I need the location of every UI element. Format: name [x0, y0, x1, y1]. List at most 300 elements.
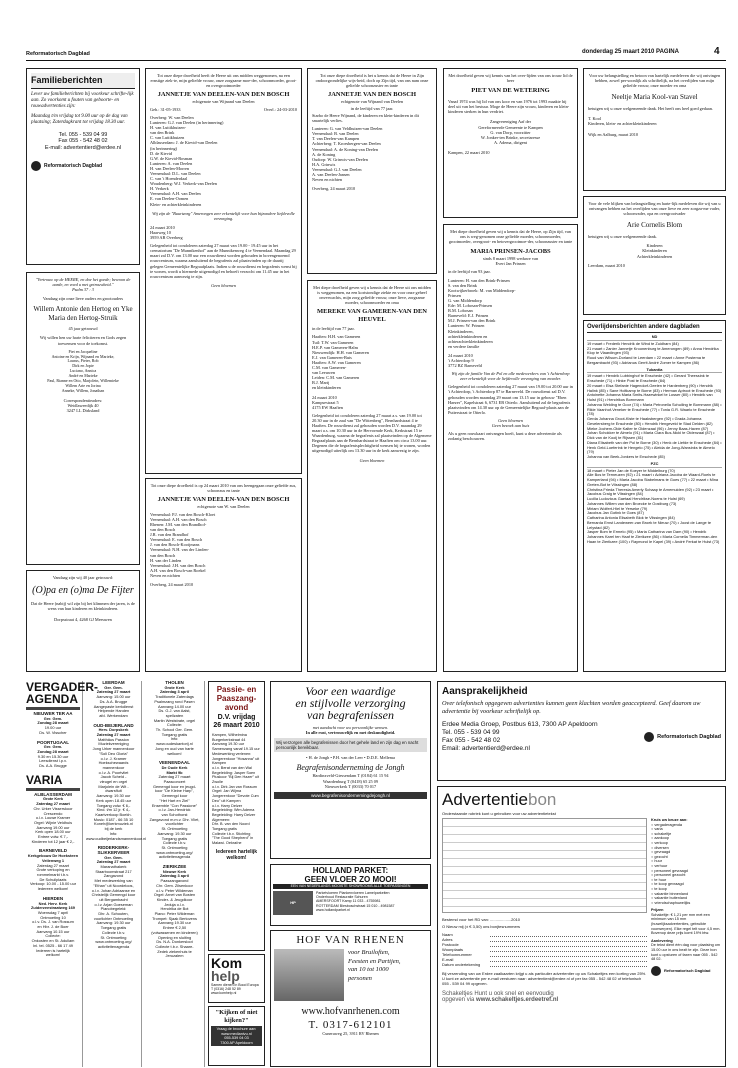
- aans-addr: Erdee Media Groep, Postbus 613, 7300 AP Apeldoorn: [442, 721, 598, 728]
- a1-family-line: Veenendaal: D.L. van Deelen: [150, 171, 201, 176]
- a1-family-line: D. de Kievid: [150, 150, 173, 156]
- ov-item: 19 maart • Frederik Hendrik de Wind te Zuidharn (84): [587, 340, 679, 346]
- bon-field-input[interactable]: [490, 962, 647, 967]
- agenda-d: Zaterdag 27 maart: [96, 732, 131, 738]
- a5-text: Vanaf 1974 was hij lid van ons koor en van 1976 tot 1993 maakte hij deel uit van het bestuur. Moge de Heere zijn vrouw, kinderen en klein-kinderen sterken in hun verdriet.: [448, 99, 570, 115]
- a2-family-list: [150, 512, 297, 578]
- ov-item: Miriam Wolfert-Hiel te Yerseke (79): [587, 505, 648, 511]
- a1-addr-line: 3959 AB Overberg: [150, 235, 183, 241]
- page-header: [0, 0, 738, 62]
- agenda-line: 19.00 uur: [44, 725, 62, 731]
- uitv-web[interactable]: www.begrafenisondernemingdejongh.nl: [274, 792, 427, 799]
- aans-tel: Tel. 055 - 539 04 99: [442, 729, 500, 736]
- agenda-blocks-2: [26, 793, 80, 958]
- uitv-addr-2: Waardenburg T (0418) 65 25 09: [322, 778, 379, 784]
- a2-family-line: Neven en nichten: [150, 572, 181, 578]
- a2-family-line: J. van den Bosch-Kooijmans: [150, 542, 200, 548]
- agenda-line: Dhr. A. Schouten,: [98, 911, 129, 917]
- agenda-line: Marjolein de Wit -: [98, 783, 129, 789]
- a8-family-line: S. van den Brink: [448, 282, 477, 288]
- aans-logo-text: Reformatorisch Dagblad: [657, 734, 721, 740]
- fam-lead: Lever uw familieberichten bij voorkeur schrifte-lijk aan. Zo voorkomt u fouten van geboorte- en rouwadvertenties zijn:: [31, 92, 134, 109]
- bon-rubric-label: huur: [654, 859, 662, 864]
- ov-sections: [587, 335, 722, 545]
- agenda-line: uit Bergambacht: [99, 896, 128, 902]
- agenda-line: Jong Urker mannenkoor: [92, 746, 135, 752]
- agenda-line: Collecte:: [166, 722, 183, 728]
- a8-family-line: M.J. Prinsen-van den Brink: [448, 318, 496, 324]
- agenda-line: Aanvang 19.00 uur: [36, 824, 70, 830]
- agenda-line: Kind. t/m 12 jr. € 4,-: [96, 807, 131, 813]
- ov-item: 21 maart • Zanier Jannetje Kroonenburg te Amerongen (89) • Anna Hendrika Klop te Vlaardingen (93): [587, 345, 719, 356]
- agenda-line: Chr. Gem. Zilsenkoor: [156, 882, 193, 888]
- agenda-block: [86, 681, 141, 719]
- rh-building-image: [274, 949, 344, 1001]
- k1-child-line: Luciano, Annica: [69, 368, 97, 374]
- agenda-line: Iedereen welkom!: [37, 886, 69, 892]
- passie-line: Begeleiding: Wim Adema: [212, 808, 255, 813]
- agenda-line: welkom!: [45, 952, 61, 958]
- agenda-line: o.l.v. Peter Wildeman: [156, 887, 193, 893]
- a3-family-line: T. van Deelen-van Kampen: [312, 136, 360, 142]
- agenda-h: OUD-BEIJERLAND: [93, 722, 134, 728]
- bon-rubric-label: personeel gevraagd: [654, 868, 688, 873]
- a7-intro: Voor de vele blijken van belangstelling en harte-lijk medeleven die wij van u ontvangen hebben na het overlijden van onze lieve en zeer zorgza-me vader, schoonvader, opa en overgrootvader: [588, 201, 721, 217]
- k1-text: Wij willen hen uw harte feliciteren en Gods zegen toewensen voor de toekomst.: [39, 335, 127, 346]
- kijk-web[interactable]: www.medianivu.nl: [221, 1031, 252, 1036]
- passie-line: Samenzang vanaf 19.15 uur: [212, 747, 260, 752]
- a2-name: JANNETJE VAN DEELEN-VAN DEN BOSCH: [157, 496, 290, 504]
- agenda-line: Jong en oud van harte: [155, 745, 194, 751]
- a1-family-line: Overberg: W. van Deelen: [150, 114, 194, 120]
- agenda-h: HIERDEN: [42, 895, 64, 901]
- agenda-line: Th. School Ger. Gem.: [155, 727, 194, 733]
- jubileum-advertentie-1: [26, 272, 140, 565]
- rh-line: personen: [348, 974, 372, 982]
- bon-text-grid[interactable]: [442, 818, 647, 913]
- agenda-d: Zaterdag 3 april: [160, 689, 189, 695]
- radio-icon[interactable]: ○: [651, 845, 655, 850]
- a4-addr-line: 24 maart 2010: [312, 394, 337, 400]
- k1-address: [31, 398, 135, 413]
- a8-sub2: Evert Jan Prinsen: [495, 261, 526, 267]
- agenda-line: St. Ontmoeting: [100, 934, 127, 940]
- k1-ref: Psalm 37 : 3: [72, 287, 94, 293]
- a2-sub: echtgenote van W. van Deelen: [197, 503, 250, 509]
- kom-web[interactable]: www.komhelp.nl: [211, 991, 237, 995]
- a1-addr-line: 24 maart 2010: [150, 224, 175, 230]
- agenda-block: [26, 793, 80, 845]
- bon-field-label: Telefoonnummer: [442, 952, 472, 957]
- kom-tel: T (0316) 248 52 89: [211, 987, 241, 991]
- k1-child-line: André en Marieke: [68, 373, 98, 379]
- fam-deadline: Maandag t/m vrijdag tot 9.00 uur op de dag van plaatsing; Zaterdagkrant tot vrijdag 18.30 uur.: [31, 114, 128, 125]
- radio-icon[interactable]: ○: [651, 822, 655, 827]
- rouw-advertentie-2: [145, 478, 302, 672]
- agenda-line: www.ontmoeting.org/: [95, 939, 132, 945]
- a2-intro: Tot onze diepe droefheid is op 24 maart 2010 van ons heengegaan onze geliefde zus, schoonzus en tante: [150, 483, 297, 494]
- k1-verse: "Vertrouw op de HEERE, en doe het goede; bewoon de aarde, en voed u met getrouwheid.": [35, 277, 131, 288]
- agenda-line: Entree volw. € 7,-: [37, 834, 69, 840]
- jubileum-advertentie-2: [26, 570, 140, 672]
- bon-foot: Bij verzending van uw Erdee zaalkaarten krijgt u als particulier advertentier op uw Schakeltjes een korting van 25%. U kunt ze advertentie per e-mail versturen naar: advertentierd@erdee.nl of per fax 055 - 542 48 02 of telefonisch 055 - 539 04 99 opgeven.: [442, 971, 647, 986]
- agenda-h: THOLEN: [165, 680, 184, 685]
- ov-item: Lucilia Ludovicus Gaetaal Hendrikse-Noens te Hulst (69): [587, 496, 685, 501]
- ov-item: Johan Schokker te Almelo (91) • Maria Clara Bus-Nickl te Oldenzaal (87) • Dick van de Kooij te Rijssen (81): [587, 430, 715, 440]
- a2-family-line: Veenendaal: A.H. van den Bosch: [150, 516, 207, 522]
- a4-family-line: van Leeuwen: [312, 370, 336, 376]
- ov-item: Johannes Willem van den Broecke te Oostburg (73): [587, 500, 677, 506]
- bon-rubric-label: vriendschaphuwelijks: [654, 900, 691, 905]
- a5-signee: A. Adema, dirigent: [494, 139, 527, 145]
- bon-field-label: Woonplaats: [442, 947, 464, 952]
- dank-advertentie-2: [583, 196, 726, 315]
- radio-icon[interactable]: ○: [651, 854, 655, 859]
- agenda-d: Zaterdag 27 maart: [96, 859, 131, 865]
- agenda-line: Kerk open 18.45 uur: [95, 797, 132, 803]
- a1-quote: Wij zijn de "Buurtzorg" Amerongen zeer erkentelijk voor hun bijzondere liefdevolle verzorging.: [152, 210, 295, 221]
- kom-sub: Samen dienen in Bood Europa: [211, 983, 259, 987]
- ov-item: Bernarda Ernst Landeweer-van Broek te Nieuw (70) • Joost de Lange te Lelystad (82): [587, 519, 711, 530]
- agenda-line: www.ontmoeting.org/: [156, 849, 193, 855]
- agenda-line: (volwassenen en kinderen): [151, 929, 198, 935]
- aans-email[interactable]: Email: advertentierd@erdee.nl: [442, 745, 530, 752]
- agenda-d: Zaterdag 27 maart: [96, 689, 131, 695]
- hp-line: Parketvloeren Plankenvloeren Lamelparkeiten: [316, 890, 390, 895]
- agenda-line: o.l.v. Arjan Goeseman: [94, 901, 133, 907]
- ov-item: Antoinette Johanna Maria Smits-Hazewinkel te Losser (80) • Hendrik van Hulst (91) • Hendrikus Bornmann: [587, 392, 713, 402]
- agenda-line: welkom!: [167, 750, 182, 756]
- agenda-line: o.l.v. Ds. J. van Rossum: [32, 919, 74, 925]
- a8-family-line: Barneveld: E.J. Prinsen: [448, 313, 489, 319]
- a5-name: PIET VAN DE WETERING: [471, 87, 550, 95]
- fam-logo-text: Reformatorisch Dagblad: [44, 163, 103, 170]
- a8-family-line: Kleinkinderen,: [448, 328, 474, 334]
- page-number: 4: [714, 46, 720, 57]
- agenda-line: Hendrika de Bot: [160, 906, 189, 912]
- a1-family-line: van den Brink: [150, 130, 175, 136]
- radio-icon[interactable]: ○: [651, 859, 655, 864]
- rd-logo-icon: [651, 966, 661, 976]
- a3-name: JANNETJE VAN DEN BOSCH: [327, 91, 417, 99]
- uitv-sub-1: met aandacht voor uw persoonlijke wensen.: [312, 725, 389, 730]
- radio-icon[interactable]: ○: [651, 827, 655, 832]
- ov-item: 20 maart • Elsa Stefanie Hagendorf-Geelen te Hardenberg (90) • Hendrik Halink (85) • Sane Holtkamp te Borne (83) • Herman Aptroot te Enschede (93): [587, 382, 722, 393]
- a3-family-line: Neven en nichten: [312, 177, 343, 183]
- agenda-line: Opening en sluiting: [157, 934, 192, 940]
- a4-family-line: H.E.P. van Gameren-Halm: [312, 344, 358, 350]
- agenda-line: Orgel: Wijnie Veldhuis: [33, 819, 73, 825]
- a3-family-line: Veenendaal: G.J. van Deelen: [312, 166, 362, 172]
- radio-icon[interactable]: ○: [651, 850, 655, 855]
- a1-family-line: Veenendaal: A.H. van Deelen: [150, 191, 201, 197]
- a2-family-line: Veenendaal: N.H. van der Linden-: [150, 547, 209, 553]
- fam-title: Familieberichten: [31, 73, 135, 89]
- agenda-line: Koneh@kerkmuziek.nl: [94, 821, 133, 827]
- passie-line: Aanvang 19.30 uur: [212, 742, 245, 747]
- bon-field-label: Postcode: [442, 942, 459, 947]
- agenda-line: "Soli Deo Gloria": [99, 750, 128, 756]
- agenda-block: [26, 741, 80, 769]
- agenda-line: Paasconcert: [163, 779, 186, 785]
- a1-born: Geb.: 31-05-1933: [150, 106, 181, 112]
- agenda-h: NIEUWER TER AA: [33, 711, 73, 716]
- rouw-advertentie-6: [443, 224, 578, 672]
- a3-family-line: Achterberg: T. Kroesbergen-van Deelen: [312, 141, 381, 147]
- k1-child-line: Willem Arie en Jorina: [65, 383, 101, 388]
- ov-item: 18 maart • Pieter Jan de Koeyer te Middelburg (70): [587, 467, 675, 473]
- agenda-line: dwarsfluit: [105, 788, 122, 794]
- agenda-s: Grote Kerk: [164, 684, 185, 690]
- rh-title: HOF VAN RHENEN: [296, 934, 405, 946]
- a2-place: Overberg, 24 maart 2010: [150, 582, 194, 587]
- a6-text: betuigen wij u onze welgemeende dank. Het heeft ons heel goed gedaan.: [588, 106, 713, 112]
- k1-child-line: Paul, Rianne en Otto, Marjolein, Willemieke: [47, 378, 119, 384]
- fam-email[interactable]: E-mail: advertentierd@erdee.nl: [44, 144, 122, 151]
- bon-prijs: Schakeltje: € 1,21 per mm met een minimum van 15 mm (huwelijksadvertenties, gebruikte voorwerpen). Elke regel telt voor 4,5 mm. Bovenop deze prijs komt 19% btw.: [651, 912, 721, 936]
- a8-sign2: Geen bezoek aan huis: [491, 423, 530, 428]
- bon-b1: Bestemd voor het RD van: ...................2010: [442, 917, 521, 922]
- agenda-line: www.oudbeijerlandsmannenkoor.nl: [86, 835, 147, 841]
- issue-date: [582, 49, 679, 55]
- rh-tel: T. 0317-612101: [308, 1019, 393, 1031]
- agenda-line: Collecte t.b.v. Shaare-: [155, 943, 194, 949]
- radio-icon[interactable]: ○: [651, 863, 655, 868]
- a1-family-line: Lunteren: A. van Deelen: [150, 160, 193, 166]
- passie-line: Toegang gratis: [212, 827, 237, 832]
- bon-title-1: Advertentie: [442, 790, 528, 809]
- a4-intro: Met diepe droefheid geven wij u kennis dat de Heere uit ons midden is weggenomen, na een kortstondige ziekte en voor onze geheel onverwachts, mijn zorg geliefde vrouw, onze lieve, zorgzame moeder, schoonmoeder en oma: [313, 285, 431, 306]
- a1-intro: Tot onze diepe droefheid heeft de Heere uit ons midden weggenomen, na een ernstige ziek-te, mijn geliefde vrouw, onze zorgzame moe-der, schoonmoeder, groot- en overgrootmoeder: [150, 73, 297, 89]
- a2-family-line: Veenendaal: J.H. van den Bosch: [150, 562, 206, 568]
- radio-icon[interactable]: ○: [651, 882, 655, 887]
- bon-rubrics: [651, 823, 721, 906]
- uitv-sub-2: In alle rust, vertrouwelijk en met deskundigheid.: [305, 730, 396, 736]
- agenda-line: Jeduja o.l.v.: [164, 901, 185, 907]
- agenda-d: Zondag 28 maart: [37, 720, 69, 726]
- agenda-line: Aangepaste kerkdienst: [93, 703, 134, 709]
- agenda-line: Ds. A.A. Brugge: [99, 698, 128, 704]
- hp-logo-icon: HP: [273, 891, 313, 915]
- agenda-line: "Het Hart en Ziel": [159, 797, 190, 803]
- uitv-title-3: van begrafenissen: [307, 708, 394, 722]
- a5-signee: Zangvereniging Aaf der: [489, 119, 532, 125]
- a8-family-line: Lunteren: H. van den Brink-Prinsen: [448, 277, 510, 283]
- agenda-line: Helpende Handen: [97, 708, 130, 714]
- a2-family-line: Veenendaal: E. van den Bosch: [150, 537, 203, 543]
- a1-sign: Geen bloemen: [211, 282, 236, 288]
- agenda-line: Orgel: Arnet van Bosten: [153, 892, 196, 898]
- a8-family-line: G. van Middendorp: [448, 297, 482, 303]
- agenda-line: Jacob Scheld -: [100, 774, 127, 780]
- a1-addr-line: Haarweg 10: [150, 229, 171, 235]
- agenda-line: Inl. tel. 0525 - 66 17 49: [33, 942, 73, 948]
- a1-sub: echtgenote van Wijnand van Deelen: [192, 98, 255, 104]
- k1-children: [31, 350, 135, 394]
- uitv-title-1: Voor een waardige: [305, 684, 396, 698]
- agenda-line: Verkoop: 10.00 - 15.00 uur: [29, 881, 77, 887]
- vergader-agenda-col-1: [26, 680, 99, 1067]
- agenda-line: Woensdag 7 april: [37, 909, 69, 915]
- agenda-line: Grote verkoping en: [36, 867, 70, 873]
- agenda-line: Paaszangavond: [160, 878, 189, 884]
- ov-title: Overlijdensberichten andere dagbladen: [587, 324, 722, 333]
- ov-item: Johanna Welding te Goor (74) • Maria Petronella Schuiling te Bornmann (88) • Rikie Vaanhof-Veneker te Enschede (77) • Tonia G.R. Waarlo te Enschede (78): [587, 401, 722, 417]
- a7-signee: Kleinkinderen: [642, 248, 667, 254]
- a3-family-line: Veenendaal: B. van Deelen: [312, 131, 359, 137]
- agenda-rule: [26, 707, 80, 710]
- agenda-h: ALBLASSERDAM: [34, 791, 72, 797]
- aans-text: Over telefonisch opgegeven advertenties kunnen geen klachten worden geaccepteerd. Geef daarom uw advertentie bij voorkeur schriftelijk op.: [442, 700, 701, 715]
- ov-item: Diana Elisabeth van der Pol te Borne (30) • Henk de Liefde te Enschede (84) • Henk Geld-Loeferink te Hengelo (75) • Aleida de Jong-Wansinks te Almelo (79): [587, 439, 722, 455]
- a1-address: [150, 225, 297, 240]
- agenda-s: Nieuwe Kerk: [162, 868, 187, 874]
- passie-line: o.l.v. Dirk Jan van Rossum: [212, 784, 257, 789]
- agenda-line: St. Ontmoeting: [161, 826, 188, 832]
- a5-signee: G. van Dorp, voorzitter: [490, 129, 531, 135]
- k2-address: Dorpsstraat 4, 4268 GJ Meeuwen: [54, 617, 112, 623]
- passie-line: Medewerking verlenen:: [212, 751, 252, 756]
- a8-addr-line: 3772 BZ Barneveld: [448, 363, 482, 369]
- radio-icon[interactable]: ○: [651, 836, 655, 841]
- hp-title-2: GEEN VLOER ZO MOOI!: [304, 875, 397, 884]
- hp-web[interactable]: www.hollandparket.nl: [316, 908, 350, 913]
- k1-child-line: Antoine en Krijn, Wijnand en Marieke,: [51, 353, 115, 359]
- a8-text: Gelegenheid tot condoleren zaterdag 27 maart van 19.00 tot 20.00 uur in 't Achterdorp, 't Achterdorp 87 te Barneveld. De rouwdienst zal D.V. gehouden worden maandag 29 maart om 13.15 uur in gebouw "Eben Haezer", Kapelstraat 6, 6731 EB Otterlo. Aansluitend zal de begrafenis plaatsvinden om 14.30 uur op de Gemeentelijke Begraaf-plaats aan de Putterstraat te Otterlo.: [448, 384, 573, 415]
- rouw-advertentie-5: [443, 68, 578, 218]
- bon-field-label: Naam: [442, 932, 453, 937]
- agenda-line: De Schuilplaats: [39, 876, 67, 882]
- agenda-line: Maranathakerk: [100, 864, 127, 870]
- agenda-block: [145, 761, 204, 860]
- header-rule: [26, 60, 726, 61]
- agenda-title: VERGADER-AGENDA: [26, 680, 99, 706]
- radio-icon[interactable]: ○: [651, 831, 655, 836]
- passie-title-1: Passie- en: [216, 685, 257, 694]
- agenda-h: POORTUGAAL: [37, 739, 69, 745]
- agenda-d: Zaterdag 3 april: [160, 873, 189, 879]
- kijken-advertentie: [208, 1006, 265, 1066]
- agenda-line: o.l.v. Jan-Hendrick: [158, 807, 191, 813]
- bon-field-label: Adres: [442, 937, 453, 942]
- a4-family-line: E.J. van Gameren-Buis: [312, 354, 352, 360]
- agenda-line: Staarboomstraat 217: [95, 868, 132, 874]
- radio-icon[interactable]: ○: [651, 873, 655, 878]
- bon-s3[interactable]: www.schakeltjes.erdeetref.nl: [476, 997, 559, 1003]
- k1-intro: Vandaag zijn onze lieve ouders en grootouders: [42, 296, 124, 302]
- bon-rubric-label: te koop gevraagd: [654, 882, 684, 887]
- bon-fields: [442, 932, 647, 967]
- agenda-line: Piano: Peter Wildeman: [154, 911, 195, 917]
- vergader-agenda-col-3: [145, 681, 205, 1067]
- agenda-line: Ds. A.A. Brugge: [39, 763, 67, 769]
- agenda-line: Music: 0187 - 66 35 10: [93, 816, 134, 822]
- radio-icon[interactable]: ○: [651, 868, 655, 873]
- a4-text: Gelegenheid tot condoleren zaterdag 27 maart a.s. van 19.00 tot 20.30 uur in de zaal van "De Wittenberg", Bernhardstraat 4 te Haaften. De rouwdienst zal gehouden worden D.V. maandag 29 maart a.s. om 10.30 uur in de Hervormde Kerk, Kerkstraat 15 te Waardenburg, waarna de begrafenis zal plaatsvinden op de Algemene Begraafplaats aan de Bernhardstraat te Haaften om circa 13.00 uur. Degenen die de begrafenisplechtigheid wensen bij te wonen, worden uitgenodigd uiterlijk om 13.30 uur in de kerk aanwezig te zijn.: [312, 412, 432, 454]
- passie-line: Begeleiding: Jasper Soen: [212, 770, 256, 775]
- agenda-line: Gemengd koor en jeugd-: [152, 783, 197, 789]
- a1-family-line: Klein- en achterkleinkinderen: [150, 201, 202, 207]
- bon-title-2: bon: [528, 790, 557, 809]
- bon-aanl: De tekst dient één dag voor plaatsing om 15.00 uur in ons bezit te zijn. Deze bon kunt u opsturen of faxen naar 055 - 542 48 02.: [651, 943, 721, 962]
- a7-text: betuigen wij u onze welgemeende dank.: [588, 234, 657, 240]
- bon-rubric-label: verhuur: [654, 863, 668, 868]
- radio-icon[interactable]: ○: [651, 900, 655, 905]
- agenda-line: Kinder- & Jeugdkoor: [156, 896, 193, 902]
- hp-addr: ROTTERDAM Biesboschstraat 15 010 - 4981587: [316, 903, 395, 908]
- a7-place: Leerdam, maart 2010: [588, 262, 625, 268]
- agenda-line: 9.30 en 15.30 uur: [37, 753, 69, 759]
- hof-van-rhenen-advertentie: [270, 930, 431, 1067]
- ov-section-tag: PZC: [587, 462, 722, 468]
- agenda-line: van Schothorst: [161, 811, 188, 817]
- a2-family-line: H. van der Linden: [150, 557, 182, 563]
- agenda-h: VEENENDAAL: [158, 760, 190, 766]
- a1-family-line: C. van 't Hoenderdaal: [150, 176, 188, 182]
- radio-icon[interactable]: ○: [651, 877, 655, 882]
- agenda-line: o.l.v. J. Kramer: [100, 755, 127, 761]
- a7-name: Arie Cornelis Blom: [626, 221, 683, 230]
- a4-family-line: Nieuwendijk: H.H. van Gameren: [312, 349, 369, 355]
- a1-family-line: H. van Deelen-Morren: [150, 165, 190, 171]
- bon-b2[interactable]: O Nieuw mij (± € 3,50) ons bonjtesnummers: [442, 924, 521, 929]
- radio-icon[interactable]: ○: [651, 891, 655, 896]
- passie-line: "The Good Shepherd" in Malawi. Oekraïne: [212, 836, 254, 846]
- bon-lead: Onderstaande rubriek kunt u gebruiken voor uw advertentietekst: [442, 811, 556, 816]
- a2-family-line: Veenendaal: P.J. van den Bosch-Kloet: [150, 511, 216, 517]
- agenda-line: afd. Werkendam: [99, 712, 128, 718]
- agenda-s: Herv. Dorpskerk: [98, 727, 129, 733]
- agenda-s: Ger. Gem.: [104, 684, 123, 690]
- a6-intro: Voor uw belangstelling en betoon van hartelijk medeleven die wij ontvingen hebben, zowel per-soonlijk als schriftelijk, na het overlijden van mijn geliefde vrouw, onze moeder en oma: [588, 73, 721, 89]
- agenda-line: koor "De Kleine Harp",: [155, 788, 194, 794]
- a5-intro: Met droefheid geven wij kennis van het over-lijden van ons trouw lid de heer: [448, 73, 573, 84]
- ov-item: Jacobus Jan Gotink te Goes (87): [587, 510, 644, 516]
- bon-rubric-option[interactable]: [651, 901, 721, 906]
- agenda-line: Aanvang 14.00 uur: [158, 703, 191, 709]
- agenda-line: rommelmarkt t.b.v.: [37, 871, 69, 877]
- a4-sign: Geen bloemen: [359, 457, 385, 463]
- radio-icon[interactable]: ○: [651, 840, 655, 845]
- fam-logo: [31, 161, 135, 171]
- uitv-names: • H. de Jongh • P.H. van der Leer • D.D.E. Mellema: [306, 755, 395, 761]
- agenda-line: bij de kerk: [104, 826, 123, 832]
- agenda-line: Info:: [109, 830, 118, 836]
- a5-place: Kampen, 22 maart 2010: [448, 149, 490, 155]
- bon-field-label: Datum ondertekening: [442, 962, 481, 967]
- a8-family-line: B.M. Lobosan: [448, 308, 473, 314]
- agenda-h: ZIERIKZEE: [162, 864, 187, 870]
- uitv-addr-1: Hardinxveld-Giessendam T (0184) 61 15 94: [312, 773, 389, 779]
- rd-logo-icon: [31, 161, 41, 171]
- aans-fax: Fax 055 - 542 48 02: [442, 737, 501, 744]
- passie-line: Jongerenkoor "Devote Cum Deo" uit Kampen: [212, 794, 259, 803]
- radio-icon[interactable]: ○: [651, 886, 655, 891]
- rh-web[interactable]: www.hofvanrhenen.com: [301, 1006, 400, 1017]
- rd-logo-icon: [644, 732, 654, 742]
- agenda-line: Zangavond m.m.v. Dhr. Vliet,: [149, 816, 200, 822]
- agenda-line: Aanvang: 15.00 uur: [96, 694, 131, 700]
- k1-addr-line: 3247 LL Dirksland: [66, 408, 100, 413]
- kom-help-advertentie: [208, 954, 265, 1003]
- k1-years: 45 jaar getrouwd: [68, 326, 98, 332]
- begrafenis-advertentie: [270, 681, 431, 859]
- agenda-line: Collecte t.b.v.: [162, 840, 187, 846]
- passie-paaszang-advertentie: [208, 681, 265, 951]
- a4-family-line: C.M. van Gameren-: [312, 365, 347, 371]
- radio-icon[interactable]: ○: [651, 896, 655, 901]
- agenda-line: Aanvang 19.30 uur: [158, 920, 191, 926]
